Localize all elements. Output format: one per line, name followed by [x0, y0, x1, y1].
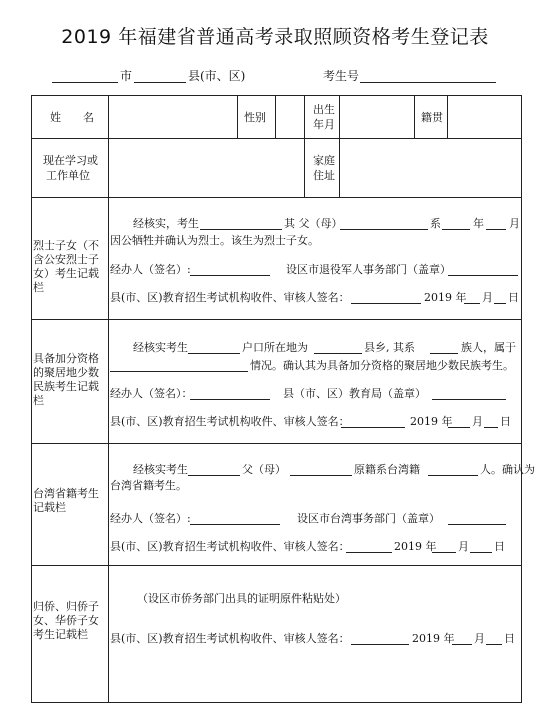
gender-field[interactable]	[276, 96, 303, 137]
taiwan-blank-place[interactable]	[428, 461, 478, 476]
origin-field[interactable]	[448, 96, 521, 137]
taiwan-date-day[interactable]	[470, 538, 492, 553]
name-field[interactable]	[109, 96, 236, 137]
overseas-line4-b: 2019 年	[412, 632, 455, 645]
exam-no-blank[interactable]	[360, 68, 496, 83]
martyr-blank-parent[interactable]	[340, 215, 428, 230]
origin-label: 籍贯	[421, 111, 443, 124]
martyr-line1-e: 月	[509, 217, 520, 230]
taiwan-line1-c: 原籍系台湾籍	[354, 463, 420, 476]
overseas-line4-d: 日	[504, 632, 515, 645]
martyr-date-day[interactable]	[494, 289, 506, 304]
exam-no-label: 考生号	[323, 69, 360, 83]
home-label-2: 住址	[313, 169, 335, 182]
taiwan-line2: 台湾省籍考生。	[110, 479, 187, 492]
taiwan-handler-sign[interactable]	[190, 510, 280, 525]
martyr-line2: 因公牺牲并确认为烈士。该生为烈士子女。	[110, 234, 319, 247]
taiwan-line4-b: 2019 年	[394, 540, 437, 553]
martyr-line1-b: 其 父（母）	[284, 217, 343, 230]
martyr-date-month[interactable]	[464, 289, 480, 304]
martyr-line3-a: 经办人（签名）:	[110, 263, 191, 276]
minority-stamp-blank[interactable]	[432, 385, 506, 400]
county-suffix: 县(市、区)	[188, 69, 246, 83]
taiwan-label: 台湾省籍考生记载栏	[33, 487, 99, 514]
minority-line1-d: 族人，属于	[461, 341, 516, 354]
minority-line1-b: 户口所在地为	[242, 341, 308, 354]
minority-line4-c: 月	[472, 415, 483, 428]
martyr-line1-a: 经核实，考生	[133, 217, 199, 230]
martyr-stamp-blank[interactable]	[448, 261, 518, 276]
taiwan-line1-b: 父（母）	[242, 463, 286, 476]
overseas-line4-c: 月	[474, 632, 485, 645]
name-label: 姓 名	[50, 111, 94, 124]
taiwan-line4-c: 月	[458, 540, 469, 553]
minority-line1-c: 县乡, 其系	[364, 341, 415, 354]
martyr-line4-a: 县(市、区)教育招生考试机构收件、审核人签名：	[110, 291, 350, 304]
martyr-blank-name[interactable]	[200, 215, 282, 230]
minority-line3-a: 经办人（签名）：	[110, 387, 193, 400]
martyr-line1-c: 系	[430, 217, 441, 230]
overseas-line4-a: 县(市、区)教育招生考试机构收件、审核人签名：	[110, 632, 350, 645]
minority-line1-a: 经核实考生	[133, 341, 188, 354]
minority-date-day[interactable]	[484, 413, 498, 428]
taiwan-stamp-blank[interactable]	[448, 510, 506, 525]
martyr-blank-month[interactable]	[486, 215, 506, 230]
city-blank[interactable]	[52, 68, 118, 83]
minority-line3-b: 县（市、区）教育局（盖章）	[283, 387, 426, 400]
taiwan-line3-a: 经办人（签名）:	[110, 512, 191, 525]
minority-blank-hukou[interactable]	[314, 339, 362, 354]
overseas-date-day[interactable]	[486, 630, 502, 645]
taiwan-line1-d: 人。确认为	[480, 463, 535, 476]
minority-line4-a: 县(市、区)教育招生考试机构收件、审核人签名：	[110, 415, 350, 428]
minority-date-month[interactable]	[448, 413, 470, 428]
page-title: 2019 年福建省普通高考录取照顾资格考生登记表	[61, 26, 489, 48]
birth-label-2: 年月	[313, 118, 335, 131]
home-field[interactable]	[340, 139, 521, 196]
minority-blank-ethnic[interactable]	[430, 339, 458, 354]
gender-label: 性别	[244, 111, 266, 124]
overseas-label: 归侨、归侨子女、华侨子女考生记载栏	[33, 600, 99, 641]
martyr-line1-d: 年	[473, 217, 484, 230]
taiwan-reviewer-sign[interactable]	[346, 538, 392, 553]
minority-label: 具备加分资格的聚居地少数民族考生记载栏	[33, 352, 99, 407]
martyr-line4-c: 月	[482, 291, 493, 304]
minority-line4-b: 2019 年	[410, 415, 453, 428]
overseas-reviewer-sign[interactable]	[351, 630, 409, 645]
taiwan-line1-a: 经核实考生	[133, 463, 188, 476]
martyr-reviewer-sign[interactable]	[351, 289, 421, 304]
birth-label-1: 出生	[313, 103, 335, 116]
work-label-2: 工作单位	[46, 169, 90, 182]
taiwan-line4-a: 县(市、区)教育招生考试机构收件、审核人签名：	[110, 540, 350, 553]
minority-handler-sign[interactable]	[190, 385, 270, 400]
taiwan-date-month[interactable]	[432, 538, 456, 553]
martyr-line4-b: 2019 年	[424, 291, 467, 304]
county-blank[interactable]	[134, 68, 186, 83]
martyr-handler-sign[interactable]	[190, 261, 270, 276]
city-suffix: 市	[120, 69, 133, 83]
martyr-label: 烈士子女（不含公安烈士子女）考生记载栏	[33, 239, 99, 294]
birth-field[interactable]	[340, 96, 413, 137]
taiwan-line4-d: 日	[494, 540, 505, 553]
overseas-line1: （设区市侨务部门出具的证明原件粘贴处）	[137, 592, 346, 605]
minority-line2: 情况。确认其为具备加分资格的聚居地少数民族考生。	[250, 359, 514, 372]
minority-blank-case[interactable]	[110, 357, 248, 372]
minority-reviewer-sign[interactable]	[341, 413, 405, 428]
work-label-1: 现在学习或	[43, 154, 98, 167]
minority-line4-d: 日	[500, 415, 511, 428]
work-field[interactable]	[109, 139, 303, 196]
martyr-line3-b: 设区市退役军人事务部门（盖章）	[286, 263, 451, 276]
home-label-1: 家庭	[313, 154, 335, 167]
taiwan-blank-name[interactable]	[188, 461, 240, 476]
taiwan-blank-parent[interactable]	[290, 461, 352, 476]
martyr-line4-d: 日	[508, 291, 519, 304]
overseas-date-month[interactable]	[452, 630, 472, 645]
taiwan-line3-b: 设区市台湾事务部门（盖章）	[297, 512, 440, 525]
martyr-blank-year[interactable]	[442, 215, 470, 230]
minority-blank-name[interactable]	[188, 339, 240, 354]
